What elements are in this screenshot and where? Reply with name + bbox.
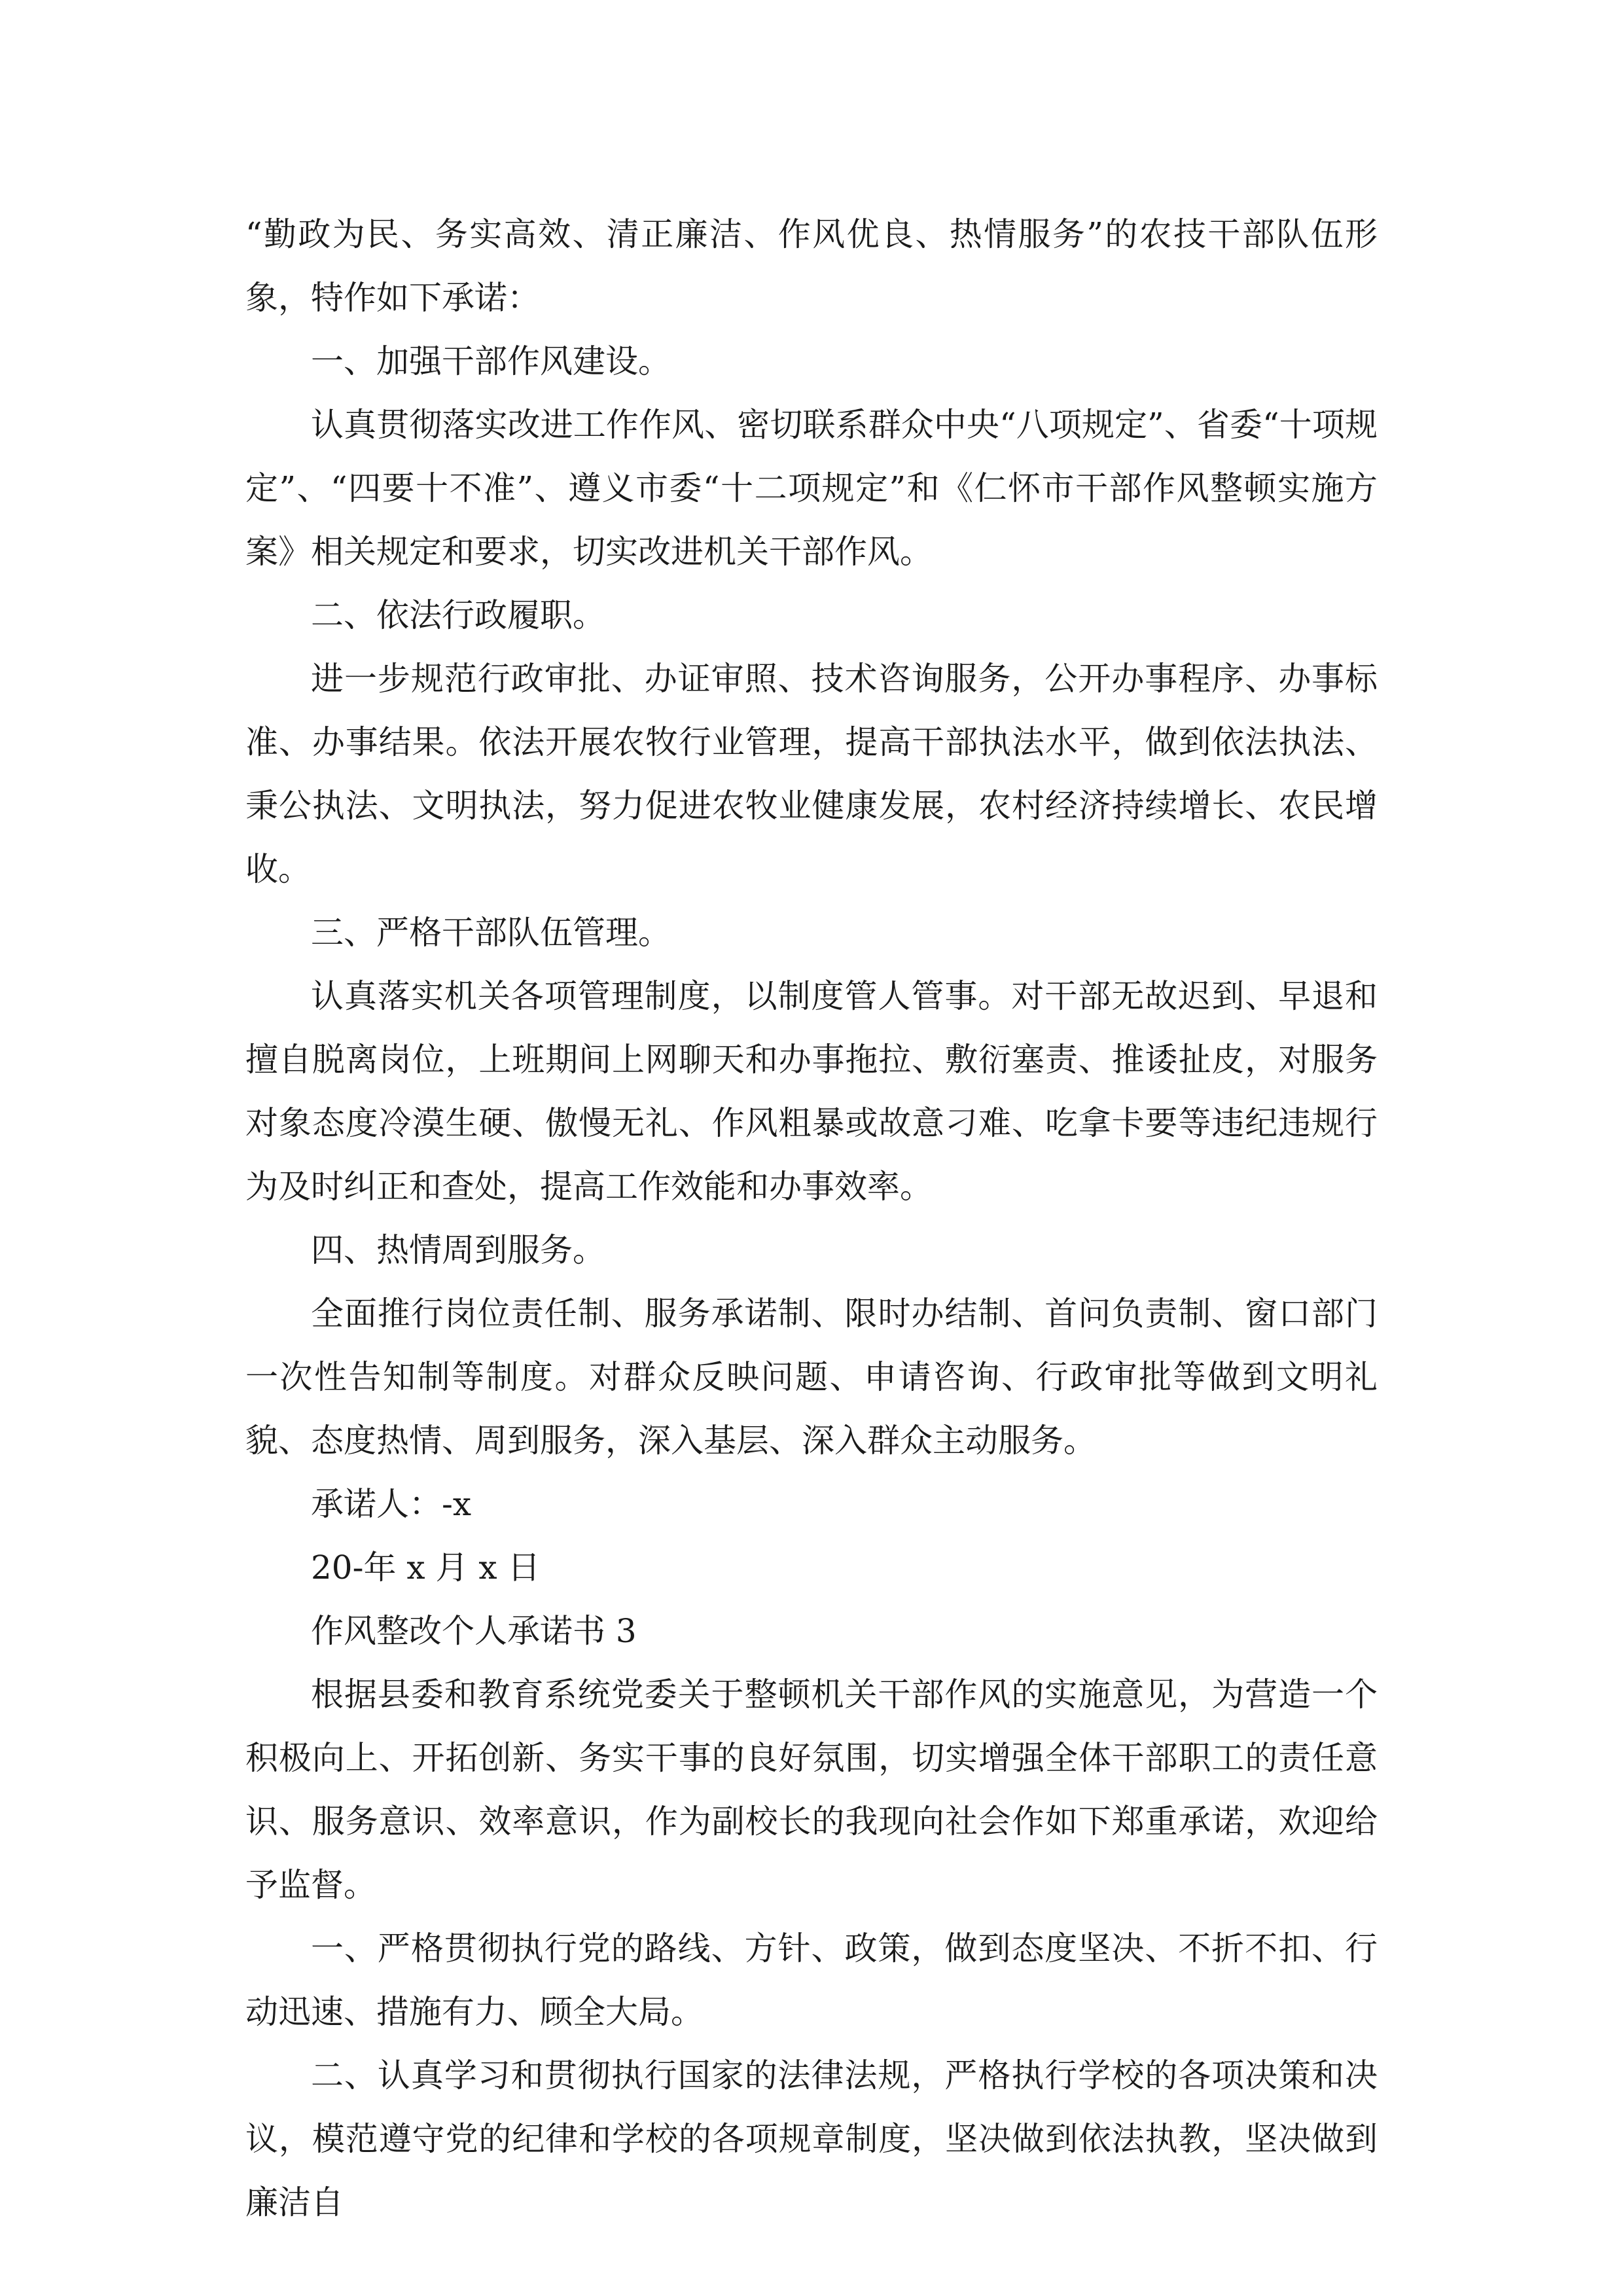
paragraph-intro-continued: “勤政为民、务实高效、清正廉洁、作风优良、热情服务”的农技干部队伍形象，特作如下承诺： [245, 215, 1378, 317]
date-line: 20-年 x 月 x 日 [311, 1549, 541, 1587]
signature-line: 承诺人：-x [311, 1485, 472, 1523]
paragraph-law-administration: 进一步规范行政审批、办证审照、技术咨询服务，公开办事程序、办事标准、办事结果。依法开展农牧行业管理，提高干部执法水平，做到依法执法、秉公执法、文明执法，努力促进农牧业健康发展，农村经济持续增长、农民增收。 [245, 660, 1378, 888]
document-body [245, 203, 1378, 2234]
section-title: 作风整改个人承诺书 3 [311, 1612, 637, 1650]
paragraph-strengthen-style: 认真贯彻落实改进工作作风、密切联系群众中央“八项规定”、省委“十项规定”、“四要十不准”、遵义市委“十二项规定”和《仁怀市干部作风整顿实施方案》相关规定和要求，切实改进机关干部作风。 [245, 406, 1378, 571]
paragraph-section3-item1: 一、严格贯彻执行党的路线、方针、政策，做到态度坚决、不折不扣、行动迅速、措施有力、顾全大局。 [245, 1929, 1378, 2031]
heading-law-administration: 二、依法行政履职。 [311, 596, 605, 634]
paragraph-section3-item2: 二、认真学习和贯彻执行国家的法律法规，严格执行学校的各项决策和决议，模范遵守党的纪律和学校的各项规章制度，坚决做到依法执教，坚决做到廉洁自 [245, 2056, 1378, 2221]
heading-warm-service: 四、热情周到服务。 [311, 1231, 605, 1269]
paragraph-section3-intro: 根据县委和教育系统党委关于整顿机关干部作风的实施意见，为营造一个积极向上、开拓创新、务实干事的良好氛围，切实增强全体干部职工的责任意识、服务意识、效率意识，作为副校长的我现向社会作如下郑重承诺，欢迎给予监督。 [245, 1676, 1378, 1904]
paragraph-cadre-management: 认真落实机关各项管理制度，以制度管人管事。对干部无故迟到、早退和擅自脱离岗位，上班期间上网聊天和办事拖拉、敷衍塞责、推诿扯皮，对服务对象态度冷漠生硬、傲慢无礼、作风粗暴或故意刁难、吃拿卡要等违纪违规行为及时纠正和查处，提高工作效能和办事效率。 [245, 977, 1378, 1206]
heading-cadre-management: 三、严格干部队伍管理。 [311, 914, 671, 952]
heading-strengthen-style: 一、加强干部作风建设。 [311, 342, 671, 380]
paragraph-warm-service: 全面推行岗位责任制、服务承诺制、限时办结制、首问负责制、窗口部门一次性告知制等制度。对群众反映问题、申请咨询、行政审批等做到文明礼貌、态度热情、周到服务，深入基层、深入群众主动服务。 [245, 1295, 1378, 1460]
